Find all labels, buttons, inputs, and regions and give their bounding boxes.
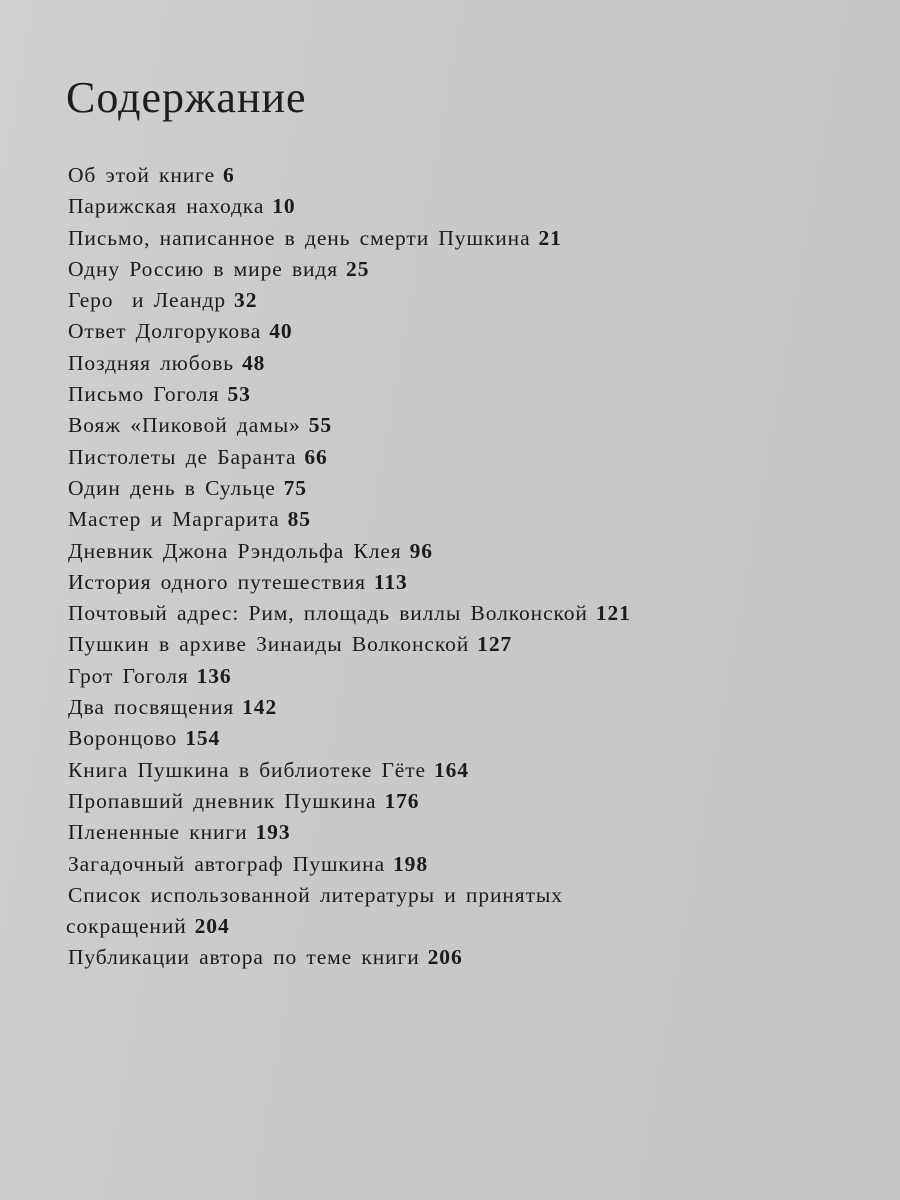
toc-entry (68, 567, 848, 598)
entry-page-number: 121 (595, 601, 631, 626)
toc-entry (68, 254, 848, 285)
toc-entry (68, 536, 848, 567)
entry-title: Два посвящения (68, 695, 235, 720)
entry-page-number: 154 (185, 726, 221, 751)
entry-page-number: 96 (409, 538, 433, 563)
entry-page-number: 164 (433, 757, 469, 782)
entry-title: Воронцово (68, 726, 178, 751)
entry-title-continuation: сокращений (66, 914, 187, 939)
entry-page-number: 40 (269, 319, 293, 344)
entry-title: Парижская находка (68, 194, 265, 219)
entry-page-number: 127 (477, 632, 513, 657)
entry-page-number: 48 (242, 350, 266, 375)
toc-entry (68, 191, 848, 222)
entry-title: История одного путешествия (68, 569, 366, 594)
entry-title: Ответ Долгорукова (68, 319, 262, 344)
entry-title: Письмо, написанное в день смерти Пушкина (68, 225, 531, 250)
entry-title: Геро и Леандр (68, 288, 227, 313)
entry-title: Пистолеты де Баранта (68, 444, 297, 469)
toc-entry (68, 410, 848, 441)
entry-title: Одну Россию в мире видя (68, 256, 339, 281)
toc-entry (68, 348, 848, 379)
toc-entry (68, 755, 848, 786)
entry-title: Почтовый адрес: Рим, площадь виллы Волконской (68, 601, 588, 626)
entry-title: Список использованной литературы и принятых (68, 882, 563, 907)
entry-page-number: 25 (346, 256, 370, 281)
entry-title: Пропавший дневник Пушкина (68, 788, 377, 813)
toc-entry (68, 223, 848, 254)
entry-page-number: 21 (538, 225, 562, 250)
toc-entry (68, 473, 848, 504)
entry-page-number: 55 (308, 413, 333, 438)
entry-page-number: 10 (272, 194, 296, 219)
toc-entry (68, 723, 848, 754)
entry-page-number: 85 (287, 507, 311, 532)
entry-page-number: 136 (196, 663, 232, 688)
entry-title: Грот Гоголя (68, 663, 189, 688)
entry-title: Один день в Сульце (68, 475, 276, 500)
entry-page-number: 66 (304, 444, 328, 469)
toc-entry (68, 442, 848, 473)
toc-entry (68, 942, 848, 973)
entry-title: Поздняя любовь (68, 350, 235, 375)
table-of-contents (68, 160, 848, 974)
entry-page-number: 113 (373, 569, 408, 594)
entry-page-number: 6 (223, 163, 235, 187)
toc-entry (68, 504, 848, 535)
toc-entry (68, 316, 848, 347)
entry-title: Плененные книги (68, 820, 248, 845)
page-title: Содержание (66, 73, 307, 122)
entry-title: Книга Пушкина в библиотеке Гёте (68, 757, 426, 782)
toc-entry (68, 285, 848, 316)
toc-entry (68, 692, 848, 723)
toc-entry (68, 661, 848, 692)
entry-title: Об этой книге (68, 163, 216, 187)
entry-page-number: 193 (255, 820, 291, 845)
entry-title: Загадочный автограф Пушкина (68, 851, 386, 876)
entry-page-number: 206 (427, 945, 463, 970)
toc-entry (68, 629, 848, 660)
entry-page-number: 198 (393, 851, 428, 876)
entry-page-number: 53 (227, 382, 251, 407)
toc-entry (68, 379, 848, 410)
entry-page-number: 204 (194, 914, 230, 939)
toc-entry (68, 849, 848, 880)
entry-page-number: 176 (384, 788, 420, 813)
toc-entry (68, 598, 848, 629)
entry-page-number: 142 (242, 695, 278, 720)
entry-title: Пушкин в архиве Зинаиды Волконской (68, 632, 470, 657)
entry-title: Письмо Гоголя (68, 382, 220, 407)
entry-page-number: 32 (234, 288, 258, 313)
entry-title: Вояж «Пиковой дамы» (68, 413, 301, 438)
entry-title: Дневник Джона Рэндольфа Клея (68, 538, 402, 563)
toc-entry (68, 786, 848, 817)
entry-page-number: 75 (283, 475, 307, 500)
toc-entry (68, 880, 848, 943)
toc-entry (68, 160, 848, 191)
toc-entry (68, 817, 848, 848)
entry-title: Мастер и Маргарита (68, 507, 280, 532)
entry-title: Публикации автора по теме книги (68, 945, 420, 970)
